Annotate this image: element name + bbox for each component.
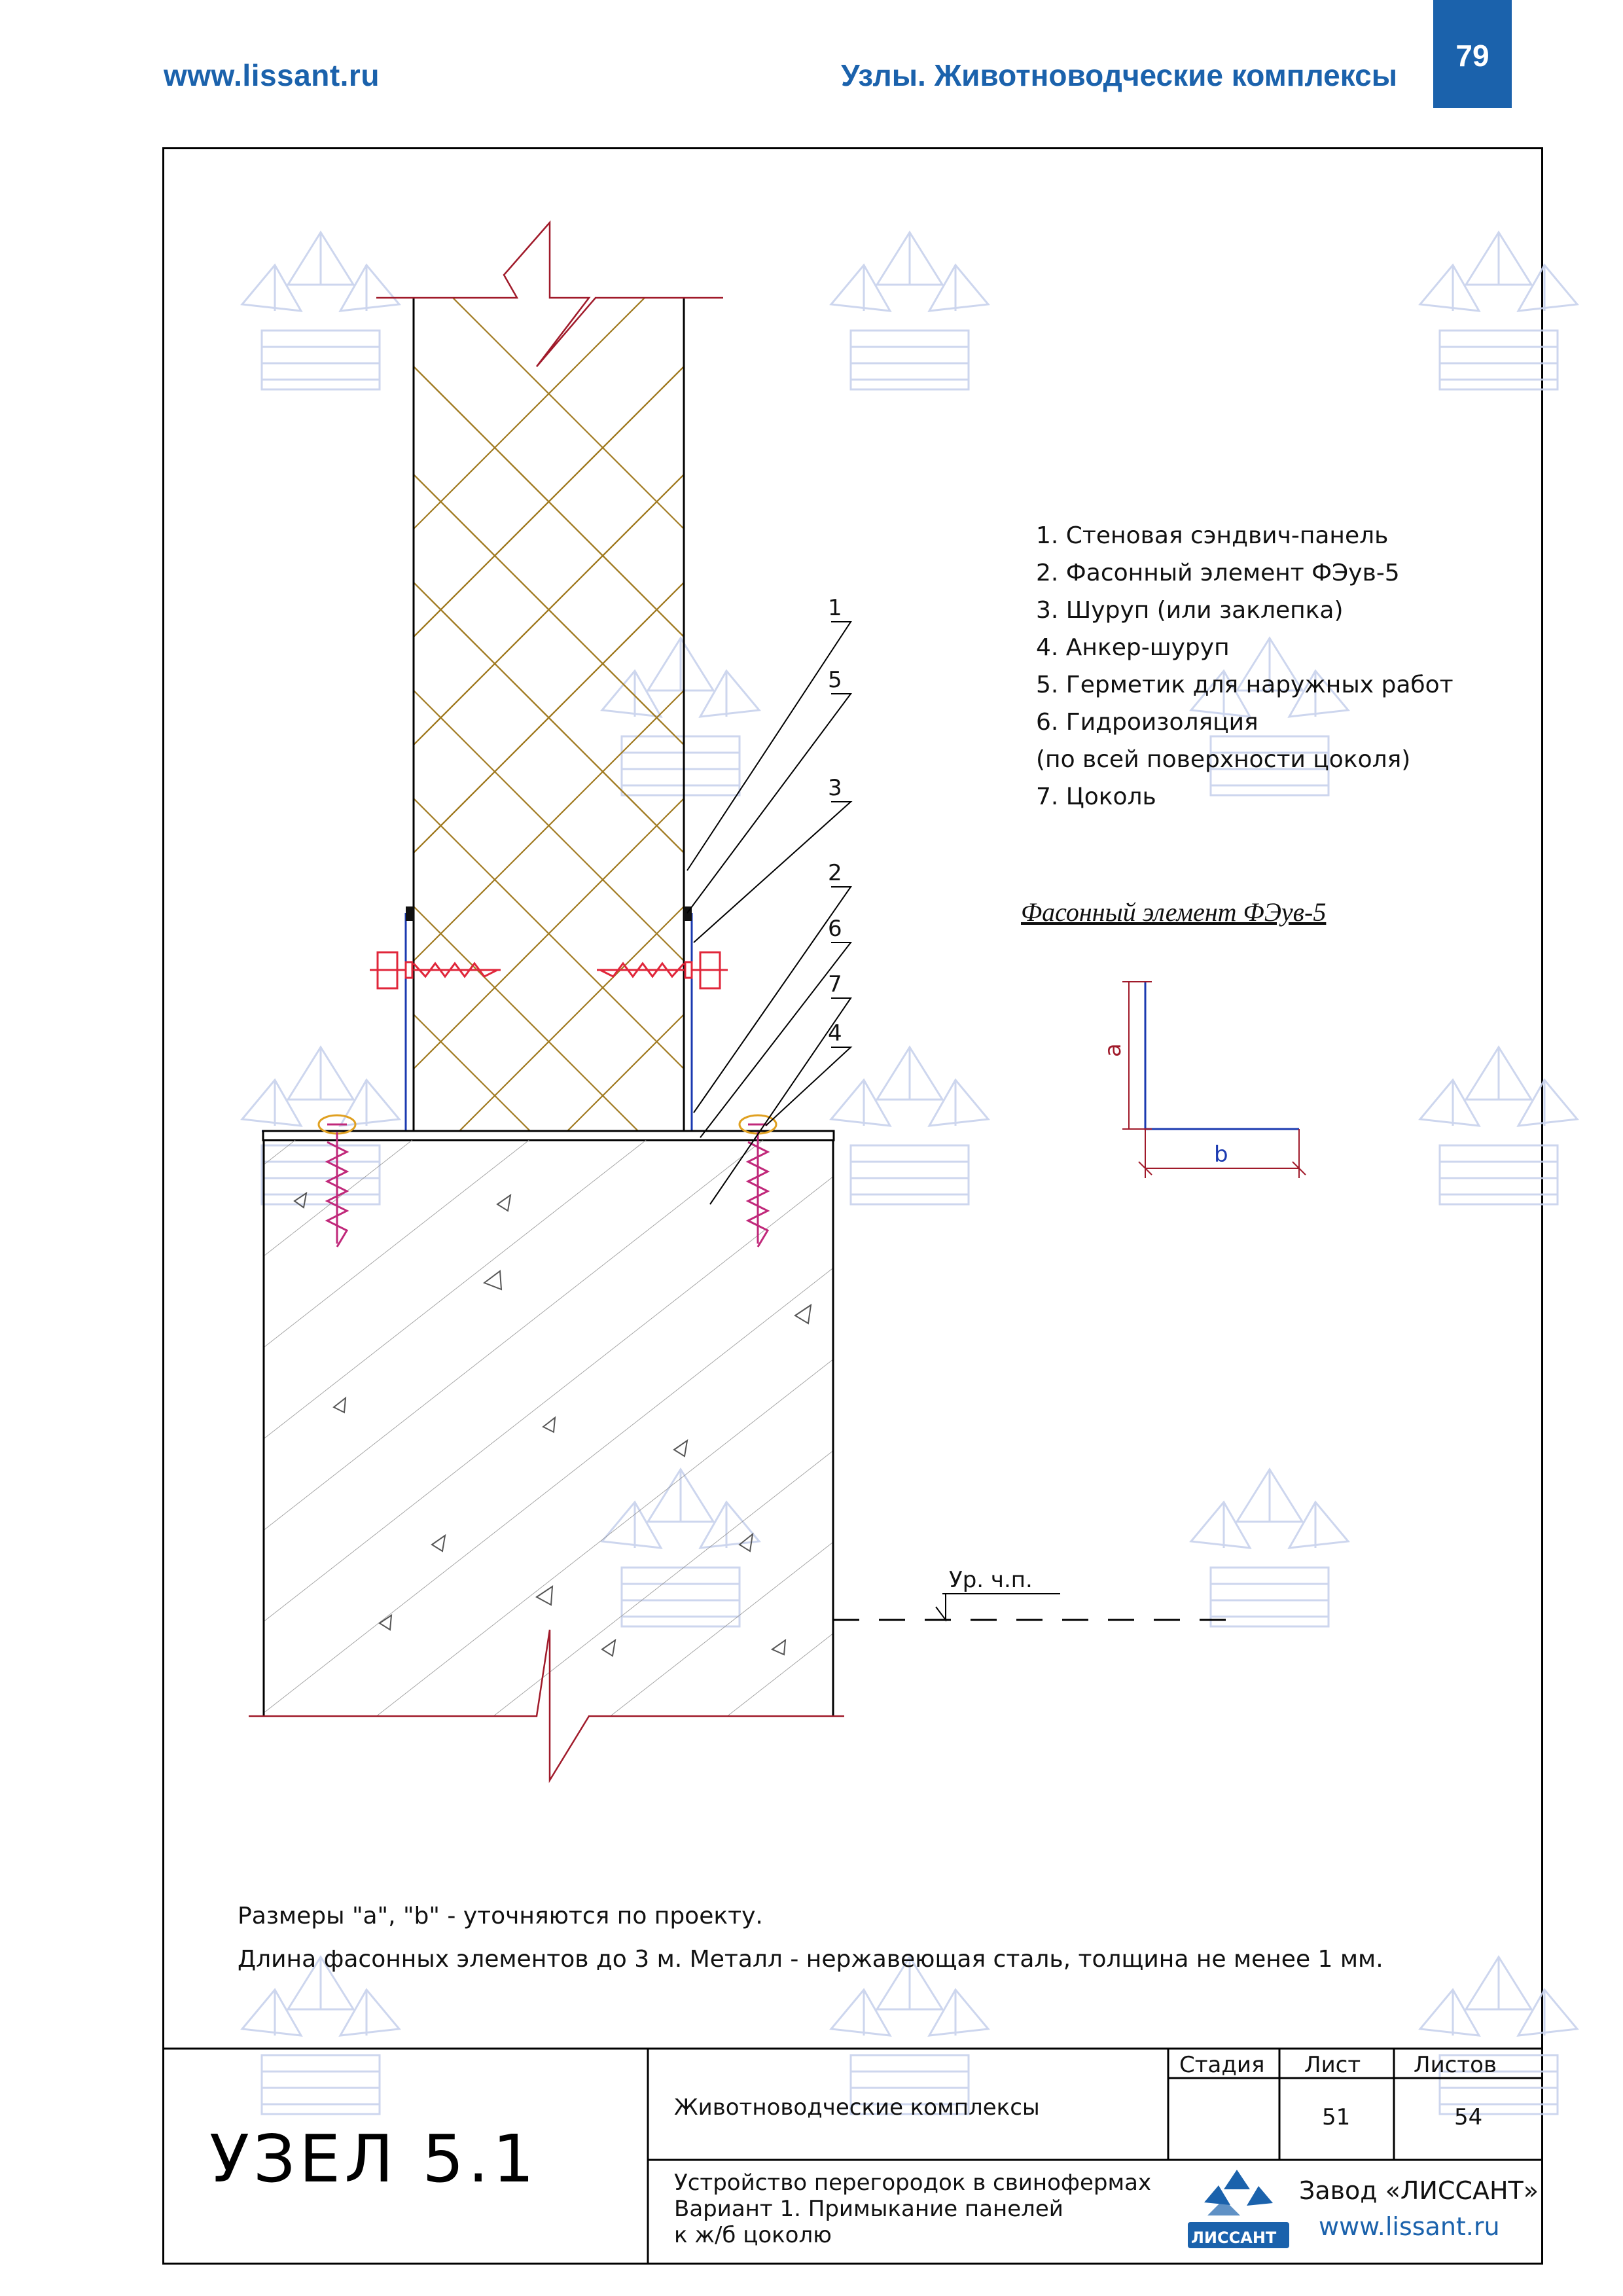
legend-item-7: 7. Цоколь	[1036, 783, 1156, 810]
profile-title: Фасонный элемент ФЭув-5	[1021, 897, 1327, 927]
callout-6: 6	[828, 916, 842, 942]
callout-2: 2	[828, 860, 842, 886]
page-number: 79	[1455, 39, 1489, 73]
company-website[interactable]: www.lissant.ru	[1319, 2212, 1500, 2241]
legend-item-6-note: (по всей поверхности цоколя)	[1036, 746, 1411, 773]
legend-list	[1036, 517, 1454, 816]
header-site-link[interactable]: www.lissant.ru	[164, 58, 380, 92]
sheet-label: Лист	[1304, 2052, 1361, 2078]
notes	[238, 1895, 1383, 1981]
dim-a-label: a	[1100, 1043, 1126, 1057]
callout-1: 1	[828, 595, 842, 621]
level-label: Ур. ч.п.	[949, 1567, 1033, 1593]
sheets-label: Листов	[1414, 2052, 1497, 2078]
legend-item-3: 3. Шуруп (или заклепка)	[1036, 597, 1344, 624]
legend-item-5: 5. Герметик для наружных работ	[1036, 672, 1454, 698]
sheet-value: 51	[1322, 2104, 1351, 2130]
note-dimensions: Размеры "a", "b" - уточняются по проекту.	[238, 1903, 763, 1929]
screw-right	[597, 952, 728, 988]
header-section-title: Узлы. Животноводческие комплексы	[840, 58, 1397, 92]
description-line-1: Устройство перегородок в свинофермах	[674, 2170, 1152, 2196]
flashing-element	[262, 913, 834, 1131]
callout-5: 5	[828, 667, 842, 693]
floor-level-mark	[833, 1567, 1243, 1620]
legend-item-2: 2. Фасонный элемент ФЭув-5	[1036, 560, 1400, 586]
description-line-2: Вариант 1. Примыкание панелей	[674, 2196, 1063, 2222]
node-title: УЗЕЛ 5.1	[209, 2121, 539, 2197]
sealant	[406, 906, 692, 921]
screw-left	[370, 952, 501, 988]
dim-b-label: b	[1214, 1141, 1228, 1168]
logo-text: ЛИССАНТ	[1191, 2229, 1277, 2247]
description-line-3: к ж/б цоколю	[674, 2222, 832, 2248]
legend-item-1: 1. Стеновая сэндвич-панель	[1036, 522, 1389, 549]
note-material: Длина фасонных элементов до 3 м. Металл - нержавеющая сталь, толщина не менее 1 мм.	[238, 1946, 1383, 1973]
legend-item-4: 4. Анкер-шуруп	[1036, 634, 1230, 661]
sheets-value: 54	[1454, 2104, 1483, 2130]
callout-3: 3	[828, 775, 842, 801]
legend-item-6: 6. Гидроизоляция	[1036, 709, 1258, 736]
company-name: Завод «ЛИССАНТ»	[1299, 2176, 1539, 2205]
project-name: Животноводческие комплексы	[674, 2094, 1040, 2121]
stage-label: Стадия	[1179, 2052, 1265, 2078]
callout-leaders	[687, 622, 851, 1204]
callout-4: 4	[828, 1020, 842, 1047]
callout-7: 7	[828, 971, 842, 997]
